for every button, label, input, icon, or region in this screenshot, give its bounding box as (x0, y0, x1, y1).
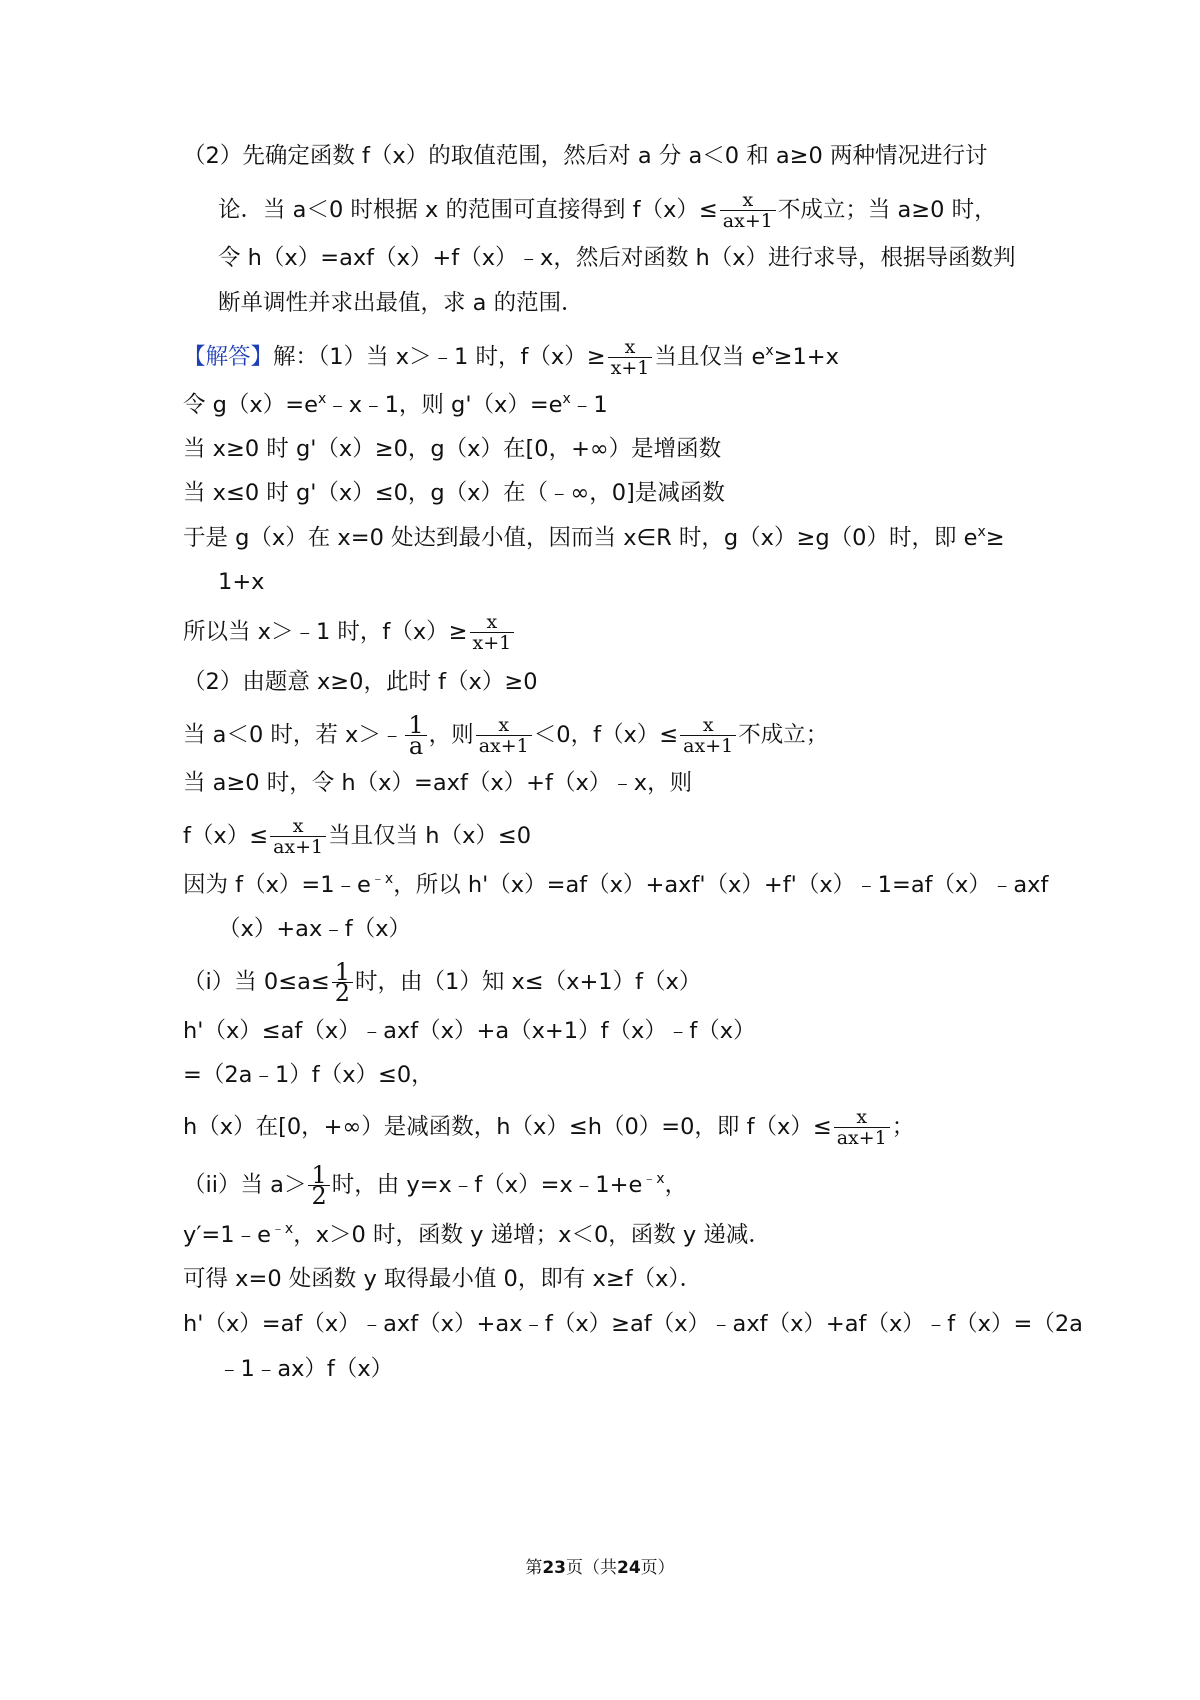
solution-line-11: f（x）≤ $\frac{x}{ax+1}$ 当且仅当 h（x）≤0 (183, 815, 532, 858)
analysis-line-2: 论．当 a＜0 时根据 x 的范围可直接得到 f（x）≤ $\frac{x}{ax+1}$ 不成立；当 a≥0 时， (218, 189, 997, 232)
solution-line-15: h'（x）≤af（x）﹣axf（x）+a（x+1）f（x）﹣f（x） (183, 1018, 756, 1044)
total-page-count: 24 (617, 1558, 641, 1578)
solution-line-19: $y'=1﹣e^{﹣x}$，x＞0 时，函数 y 递增；x＜0，函数 y 递减． (183, 1221, 771, 1248)
solution-line-3: 当 x≥0 时 g'（x）≥0，g（x）在[0，+∞）是增函数 (183, 436, 722, 462)
fraction-x-over-x-plus-1: $\frac{x}{x+1}$ (470, 612, 515, 653)
analysis-line-3: 令 h（x）=axf（x）+f（x）﹣x，然后对函数 h（x）进行求导，根据导函数判 (218, 245, 1016, 271)
fraction-1-over-2: $\frac{1}{2}$ (332, 962, 353, 1003)
solution-line-14: （i）当 0≤a≤ $\frac{1}{2}$ 时，由（1）知 x≤（x+1）f（x） (183, 958, 702, 1007)
fraction-x-over-ax-plus-1: $\frac{x}{ax+1}$ (720, 190, 776, 231)
solution-line-2: 令 $g(x)=e^x﹣x﹣1$，则 $g'(x)=e^x﹣1$ (183, 391, 608, 418)
solution-line-20: 可得 x=0 处函数 y 取得最小值 0，即有 x≥f（x）． (183, 1266, 703, 1292)
solution-line-13: （x）+ax﹣f（x） (218, 916, 412, 942)
solution-tag: 【解答】 (183, 344, 274, 370)
fraction-x-over-ax-plus-1: $\frac{x}{ax+1}$ (834, 1107, 890, 1148)
fraction-x-over-ax-plus-1: $\frac{x}{ax+1}$ (680, 715, 736, 756)
current-page-number: 23 (542, 1558, 566, 1578)
fraction-x-over-x-plus-1: $\frac{x}{x+1}$ (608, 337, 653, 378)
solution-line-10: 当 a≥0 时，令 h（x）=axf（x）+f（x）﹣x，则 (183, 770, 693, 796)
solution-line-1: 【解答】解：（1）当 x＞﹣1 时，f（x）≥ $\frac{x}{x+1}$ 当且仅当 $e^x\ge 1+x$ (183, 336, 839, 379)
solution-line-21: h'（x）=af（x）﹣axf（x）+ax﹣f（x）≥af（x）﹣axf（x）+af（x）﹣f（x）=（2a (183, 1311, 1083, 1337)
fraction-1-over-2: $\frac{1}{2}$ (308, 1165, 329, 1206)
solution-line-16: =（2a﹣1）f（x）≤0， (183, 1062, 434, 1088)
solution-line-4: 当 x≤0 时 g'（x）≤0，g（x）在（﹣∞，0]是减函数 (183, 480, 725, 506)
page-footer: 第23页（共24页） (525, 1558, 675, 1578)
solution-line-12: 因为 $f(x)=1﹣e^{﹣x}$，所以 h'（x）=af（x）+axf'（x）+f'（x）﹣1=af（x）﹣axf (183, 871, 1049, 898)
fraction-x-over-ax-plus-1: $\frac{x}{ax+1}$ (270, 816, 326, 857)
solution-line-17: h（x）在[0，+∞）是减函数，h（x）≤h（0）=0，即 f（x）≤ $\frac{x}{ax+1}$ ； (183, 1106, 915, 1149)
fraction-1-over-a: $\frac{1}{a}$ (405, 715, 426, 756)
solution-line-6: 1+x (218, 569, 265, 595)
solution-line-8: （2）由题意 x≥0，此时 f（x）≥0 (183, 669, 538, 695)
fraction-x-over-ax-plus-1: $\frac{x}{ax+1}$ (476, 715, 532, 756)
analysis-line-1: （2）先确定函数 f（x）的取值范围，然后对 a 分 a＜0 和 a≥0 两种情况进行讨 (183, 143, 988, 169)
solution-line-7: 所以当 x＞﹣1 时，f（x）≥ $\frac{x}{x+1}$ (183, 612, 516, 653)
solution-line-9: 当 a＜0 时，若 x＞﹣ $\frac{1}{a}$ ，则 $\frac{x}{ax+1}$ ＜0，f（x）≤ $\frac{x}{ax+1}$ 不成立； (183, 711, 829, 760)
analysis-line-4: 断单调性并求出最值，求 a 的范围． (218, 290, 584, 316)
solution-line-22: ﹣1﹣ax）f（x） (218, 1356, 394, 1382)
solution-line-5: 于是 g（x）在 x=0 处达到最小值，因而当 x∈R 时，g（x）≥g（0）时，即 $e^x\ge$ (183, 524, 1005, 551)
solution-line-18: （ii）当 a＞ $\frac{1}{2}$ 时，由 $y=x﹣f(x)=x﹣1+e^{﹣x}$， (183, 1161, 688, 1210)
